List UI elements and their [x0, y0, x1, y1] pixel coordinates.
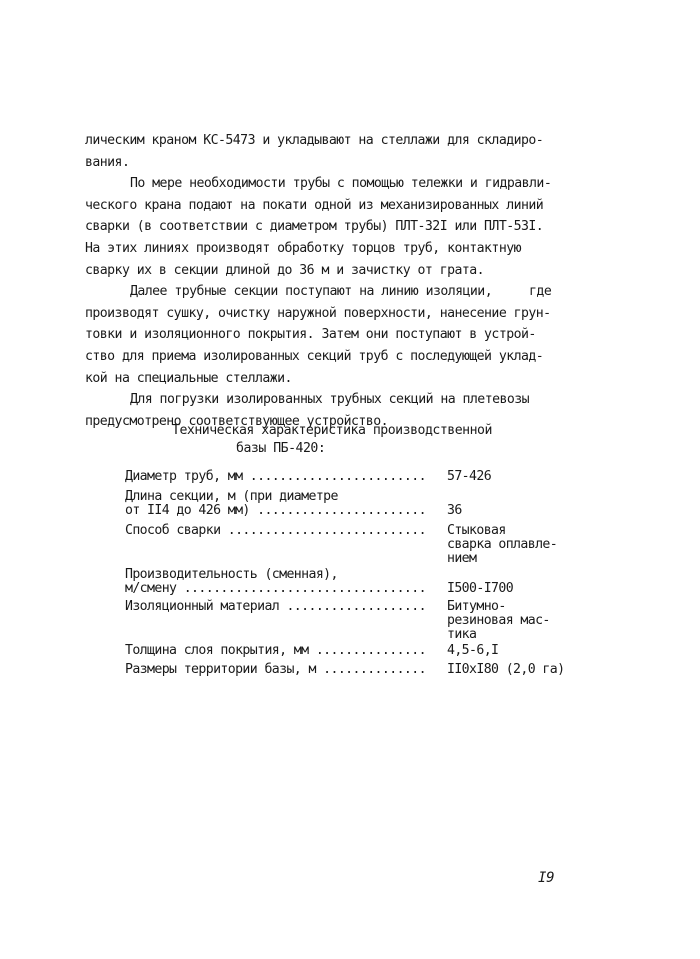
text-line: По мере необходимости трубы с помощью тележки и гидравли-	[130, 176, 552, 192]
text-line: Для погрузки изолированных трубных секций на плетевозы	[130, 392, 530, 408]
tech-spec-title-line1: Техническая характеристика производственной	[172, 423, 492, 438]
paragraph-1	[85, 130, 570, 173]
spec-value: 36	[447, 503, 462, 518]
spec-value: тика	[447, 627, 477, 642]
spec-label: Толщина слоя покрытия, мм ...............	[125, 643, 426, 658]
text-line: товки и изоляционного покрытия. Затем они поступают в устрой-	[85, 327, 536, 343]
spec-label: Производительность (сменная),	[125, 567, 338, 582]
spec-label: м/смену .................................	[125, 581, 426, 596]
text-line: сварку их в секции длиной до 36 м и зачистку от грата.	[85, 262, 485, 278]
text-line: ство для приема изолированных секций труб с последующей уклад-	[85, 348, 544, 364]
spec-value: I500-I700	[447, 581, 514, 596]
tech-spec-title	[150, 422, 550, 458]
text-line: вания.	[85, 154, 130, 170]
paragraph-2	[85, 173, 570, 281]
body-text	[85, 130, 570, 432]
text-line: производят сушку, очистку наружной поверхности, нанесение грун-	[85, 305, 551, 321]
spec-value: II0xI80 (2,0 га)	[447, 662, 565, 677]
spec-value: 57-426	[447, 469, 492, 484]
text-line: кой на специальные стеллажи.	[85, 370, 292, 386]
spec-value: 4,5-6,I	[447, 643, 499, 658]
spec-value: Битумно-	[447, 599, 506, 614]
tech-spec-title-line2: базы ПБ-420:	[236, 441, 326, 456]
text-line: предусмотрено соответствующее устройство.	[85, 413, 388, 429]
spec-label: Размеры территории базы, м ..............	[125, 662, 426, 677]
text-line: лическим краном КС-5473 и укладывают на стеллажи для складиро-	[85, 133, 544, 148]
spec-label: Диаметр труб, мм ........................	[125, 469, 426, 484]
spec-label: Способ сварки ...........................	[125, 523, 426, 538]
page-number: I9	[538, 870, 555, 886]
text-line: сварки (в соответствии с диаметром трубы) ПЛТ-32I или ПЛТ-53I.	[85, 219, 544, 235]
spec-label: Изоляционный материал ...................	[125, 599, 426, 614]
text-line: ческого крана подают на покати одной из механизированных линий	[85, 197, 544, 213]
spec-value: Стыковая	[447, 523, 506, 538]
paragraph-3	[85, 281, 570, 389]
spec-label: Длина секции, м (при диаметре	[125, 489, 338, 504]
text-line: Далее трубные секции поступают на линию изоляции, где	[130, 284, 552, 300]
spec-value: сварка оплавле-	[447, 537, 558, 552]
spec-label: от II4 до 426 мм) .......................	[125, 503, 426, 518]
spec-value: нием	[447, 551, 477, 566]
spec-value: резиновая мас-	[447, 613, 550, 628]
text-line: На этих линиях производят обработку торцов труб, контактную	[85, 240, 521, 256]
